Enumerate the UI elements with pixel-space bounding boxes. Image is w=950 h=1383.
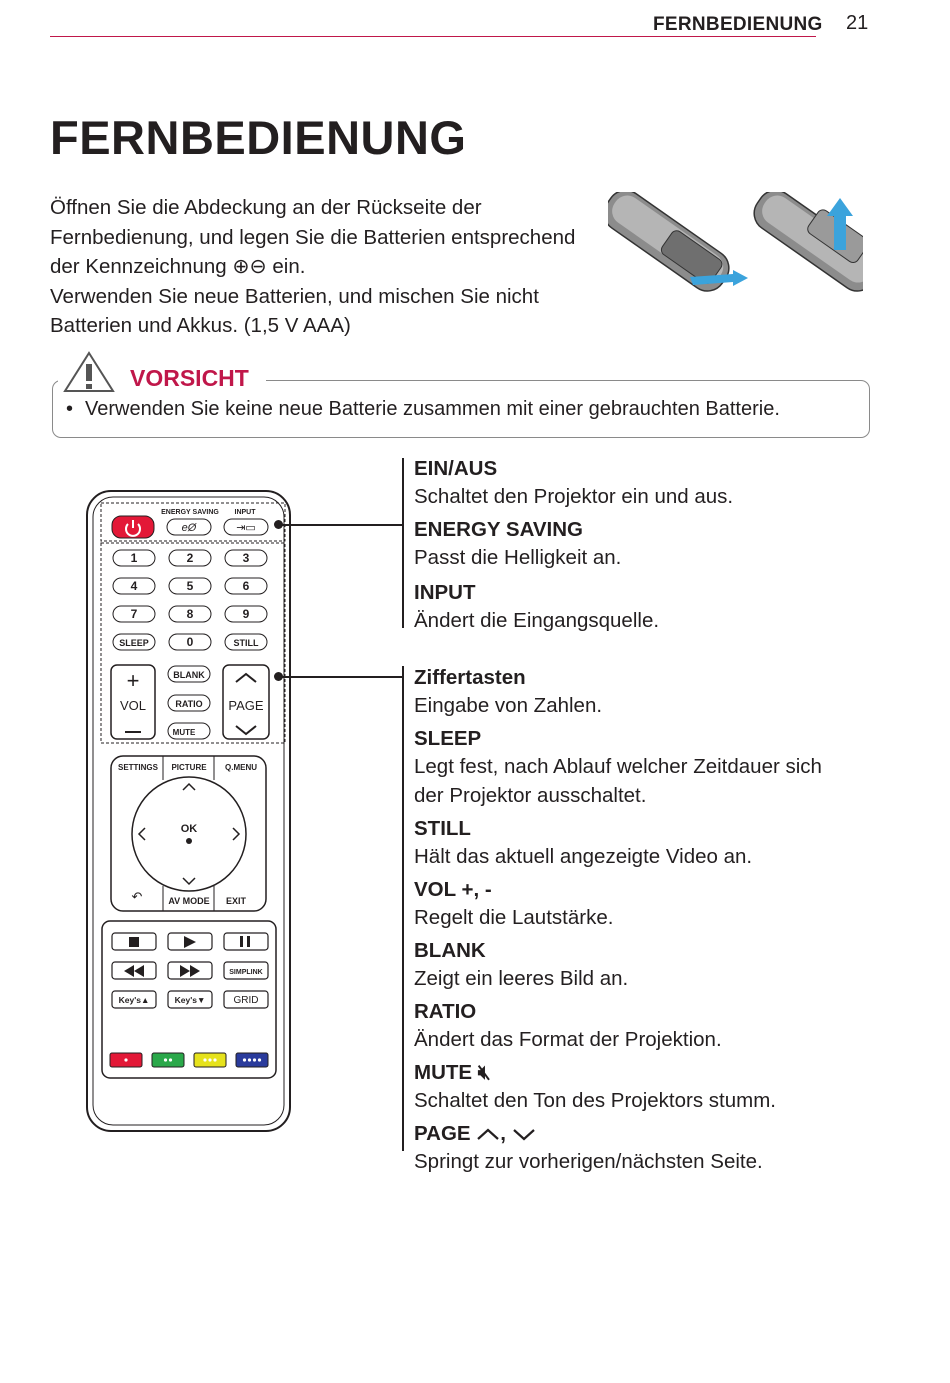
intro-paragraph	[50, 193, 610, 341]
key-0-label: 0	[186, 635, 194, 649]
desc-text: Zeigt ein leeres Bild an.	[414, 967, 629, 990]
desc-text: Regelt die Lautstärke.	[414, 906, 614, 929]
energy-saving-icon: eØ	[181, 522, 197, 534]
key-9-label: 9	[242, 607, 250, 621]
desc-text: Schaltet den Projektor ein und aus.	[414, 485, 734, 508]
key-6-label: 6	[242, 579, 250, 593]
exit-button[interactable]: EXIT	[225, 896, 247, 906]
intro-line: Batterien und Akkus. (1,5 V AAA)	[50, 314, 351, 338]
description-group-keys: Ziffertasten Eingabe von Zahlen. SLEEP Legt fest, nach Ablauf welcher Zeitdauer sich der Projektor ausschaltet. STILL Hält das aktuell angezeigte Video an. VOL +, - Regelt die Lautstärke. BLANK Zeigt ein leeres Bild an. RATIO Ändert das Format der Projektion. MUTE 🔇︎ Schaltet den Ton des Projektors stumm. PAGE , Springt zur vorherigen/nächsten Seite.	[414, 665, 854, 1182]
desc-heading: PAGE	[414, 1122, 471, 1145]
desc-heading: Ziffertasten	[414, 666, 526, 689]
key-8-label: 8	[186, 607, 194, 621]
desc-heading: MUTE	[414, 1061, 473, 1084]
color-key-dot	[124, 1058, 127, 1061]
group1-bracket	[402, 458, 404, 628]
desc-heading: EIN/AUS	[414, 457, 498, 480]
keys-down-label: Key's▼	[174, 995, 206, 1005]
page-title: FERNBEDIENUNG	[50, 111, 467, 164]
desc-text: Eingabe von Zahlen.	[414, 694, 603, 717]
ok-dot-icon	[186, 838, 192, 844]
description-group-power	[414, 456, 914, 641]
chevron-up-icon	[476, 1127, 500, 1141]
desc-heading: STILL	[414, 817, 471, 840]
volume-plus-icon: +	[126, 668, 140, 693]
key-sleep-label: SLEEP	[119, 638, 149, 648]
intro-line: der Kennzeichnung ⊕⊖ ein.	[50, 255, 306, 279]
desc-heading: ENERGY SAVING	[414, 518, 583, 541]
color-key-dot	[203, 1058, 206, 1061]
qmenu-button[interactable]: Q.MENU	[225, 763, 257, 772]
color-key-dot	[208, 1058, 211, 1061]
running-header-title: FERNBEDIENUNG	[653, 14, 823, 35]
caution-item: • Verwenden Sie keine neue Batterie zusammen mit einer gebrauchten Batterie.	[66, 398, 780, 420]
bullet: •	[66, 398, 74, 420]
color-key-dot	[169, 1058, 172, 1061]
mute-icon: 🔇︎	[477, 1061, 491, 1084]
group2-bracket	[402, 666, 404, 1151]
key-5-label: 5	[186, 579, 194, 593]
volume-label: VOL	[119, 698, 147, 713]
desc-heading: VOL +, -	[414, 878, 492, 901]
desc-text: Hält das aktuell angezeigte Video an.	[414, 845, 753, 868]
intro-line: Öffnen Sie die Abdeckung an der Rückseite der	[50, 196, 482, 219]
key-1-label: 1	[130, 551, 138, 565]
desc-heading: SLEEP	[414, 727, 482, 750]
input-icon: ⇥▭	[236, 522, 256, 534]
av-mode-button[interactable]: AV MODE	[168, 896, 210, 906]
picture-button[interactable]: PICTURE	[171, 763, 207, 772]
energy-saving-label: ENERGY SAVING	[161, 509, 219, 516]
key-4-label: 4	[130, 579, 138, 593]
remote-control-illustration	[84, 488, 296, 1136]
color-key-dot	[258, 1058, 261, 1061]
color-key-button[interactable]	[236, 1053, 268, 1067]
callout-line-top	[280, 524, 402, 526]
warning-icon	[62, 350, 116, 394]
color-key-dot	[248, 1058, 251, 1061]
intro-line: Fernbedienung, und legen Sie die Batterien entsprechend	[50, 225, 576, 249]
ok-button[interactable]: OK	[180, 823, 198, 835]
caution-label: VORSICHT	[130, 365, 249, 391]
grid-label: GRID	[233, 995, 259, 1006]
color-key-dot	[164, 1058, 167, 1061]
settings-button[interactable]: SETTINGS	[117, 763, 159, 772]
simplink-label: SIMPLINK	[229, 969, 263, 976]
desc-heading: INPUT	[414, 581, 476, 604]
blank-label: BLANK	[173, 670, 205, 680]
mute-label: MUTE	[172, 728, 196, 737]
color-key-dot	[213, 1058, 216, 1061]
pause-button[interactable]	[224, 933, 268, 950]
stop-icon	[129, 937, 139, 947]
intro-line: Verwenden Sie neue Batterien, und mischen Sie nicht	[50, 284, 539, 308]
color-key-button[interactable]	[152, 1053, 184, 1067]
desc-text: Schaltet den Ton des Projektors stumm.	[414, 1089, 776, 1112]
input-label: INPUT	[234, 509, 256, 516]
desc-text: Ändert die Eingangsquelle.	[414, 609, 660, 632]
header-rule	[50, 36, 816, 37]
callout-line-middle	[280, 676, 402, 678]
back-icon[interactable]: ↶	[131, 890, 143, 905]
ratio-label: RATIO	[175, 699, 203, 709]
desc-text: Passt die Helligkeit an.	[414, 546, 622, 569]
desc-heading: BLANK	[414, 939, 486, 962]
page-number: 21	[846, 12, 869, 34]
desc-heading: RATIO	[414, 1000, 477, 1023]
key-3-label: 3	[242, 551, 250, 565]
page-label: PAGE	[228, 698, 264, 713]
battery-cover-illustration	[608, 192, 863, 297]
desc-text: Ändert das Format der Projektion.	[414, 1028, 722, 1051]
color-key-dot	[253, 1058, 256, 1061]
key-7-label: 7	[130, 607, 138, 621]
chevron-down-icon	[512, 1127, 536, 1141]
keys-up-label: Key's▲	[118, 995, 150, 1005]
desc-text: Springt zur vorherigen/nächsten Seite.	[414, 1150, 763, 1173]
key-2-label: 2	[186, 551, 194, 565]
color-key-dot	[243, 1058, 246, 1061]
desc-text: Legt fest, nach Ablauf welcher Zeitdauer sich der Projektor ausschaltet.	[414, 755, 822, 807]
key-still-label: STILL	[233, 638, 259, 648]
